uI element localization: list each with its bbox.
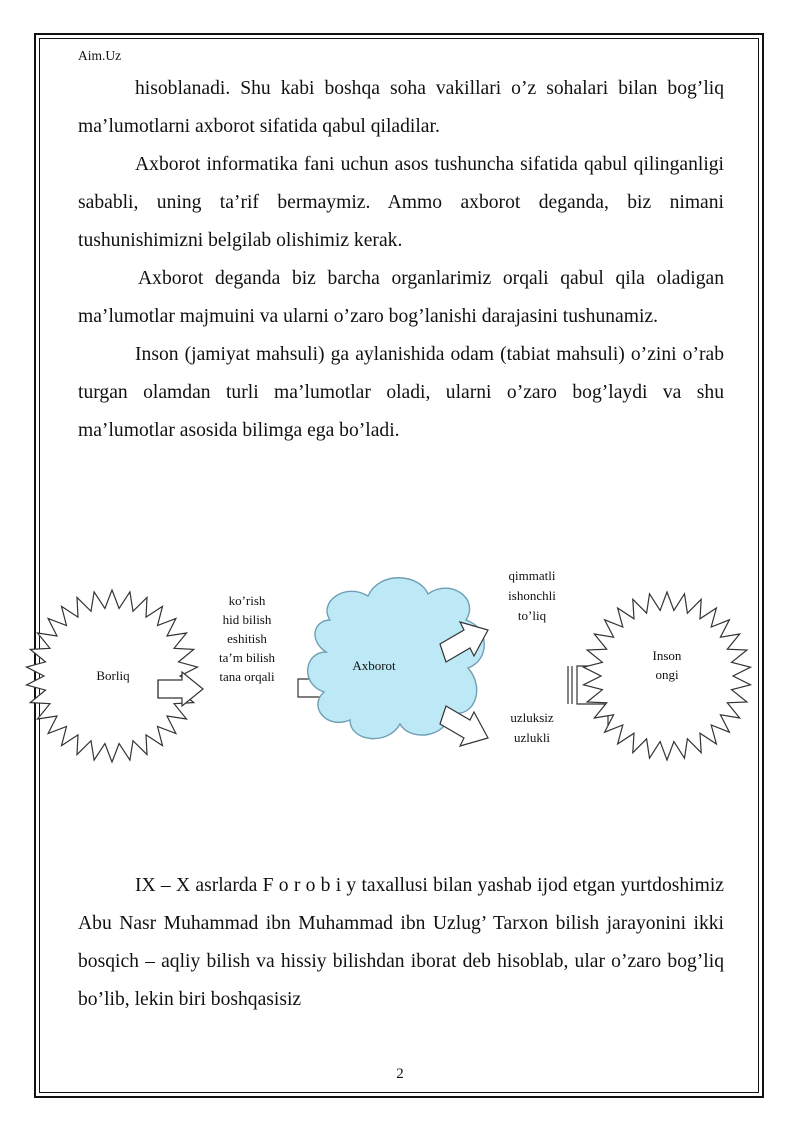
paragraph-5-rest: taxallusi bilan yashab ijod etgan yurtdoshimiz Abu Nasr Muhammad ibn Muhammad ibn Uzlug’ Tarxon bilish jarayonini ikki bosqich – aqliy bilish va hissiy bilishdan iborat deb hisoblab, ular o’zaro bog’liq bo’lib, lekin biri boshqasisiz	[78, 875, 724, 1010]
sense-item: ta’m bilish	[219, 650, 275, 665]
inson-ongi-label: ongi	[655, 667, 679, 682]
quality-item: uzluksiz	[510, 710, 554, 725]
author-name-spaced: F o r o b i y	[262, 875, 357, 896]
paragraph-3: Axborot deganda biz barcha organlarimiz orqali qabul qila oladigan ma’lumotlar majmuini va ularni o’zaro bog’lanishi darajasini tushunamiz.	[78, 268, 724, 327]
information-diagram	[0, 560, 800, 790]
header-site-label: Aim.Uz	[78, 48, 122, 63]
paragraph-2: Axborot informatika fani uchun asos tushuncha sifatida qabul qilinganligi sababli, uning ta’rif bermaymiz. Ammo axborot deganda, biz nimani tushunishimizni belgilab olishimiz kerak.	[78, 154, 724, 251]
borliq-label: Borliq	[96, 668, 130, 683]
sense-item: hid bilish	[222, 612, 272, 627]
paragraph-1: hisoblanadi. Shu kabi boshqa soha vakillari o’z sohalari bilan bog’liq ma’lumotlarni axborot sifatida qabul qiladilar.	[78, 78, 724, 137]
sense-item: tana orqali	[219, 669, 275, 684]
sense-item: eshitish	[227, 631, 267, 646]
paragraph-5	[78, 867, 724, 1019]
quality-item: uzlukli	[513, 730, 551, 745]
quality-item: to’liq	[517, 608, 547, 623]
axborot-label: Axborot	[352, 658, 396, 673]
paragraph-5-start: IX – X asrlarda	[135, 875, 263, 896]
text-block-bottom	[78, 867, 724, 1019]
paragraph-4: Inson (jamiyat mahsuli) ga aylanishida odam (tabiat mahsuli) o’zini o’rab turgan olamdan turli ma’lumotlar oladi, ularni o’zaro bog’laydi va shu ma’lumotlar asosida bilimga ega bo’ladi.	[78, 344, 724, 441]
quality-item: qimmatli	[508, 568, 556, 583]
quality-item: ishonchli	[508, 588, 556, 603]
inson-ongi-label: Inson	[652, 648, 682, 663]
sense-item: ko’rish	[228, 593, 266, 608]
text-block-top	[78, 70, 724, 450]
page-number: 2	[396, 1066, 404, 1082]
